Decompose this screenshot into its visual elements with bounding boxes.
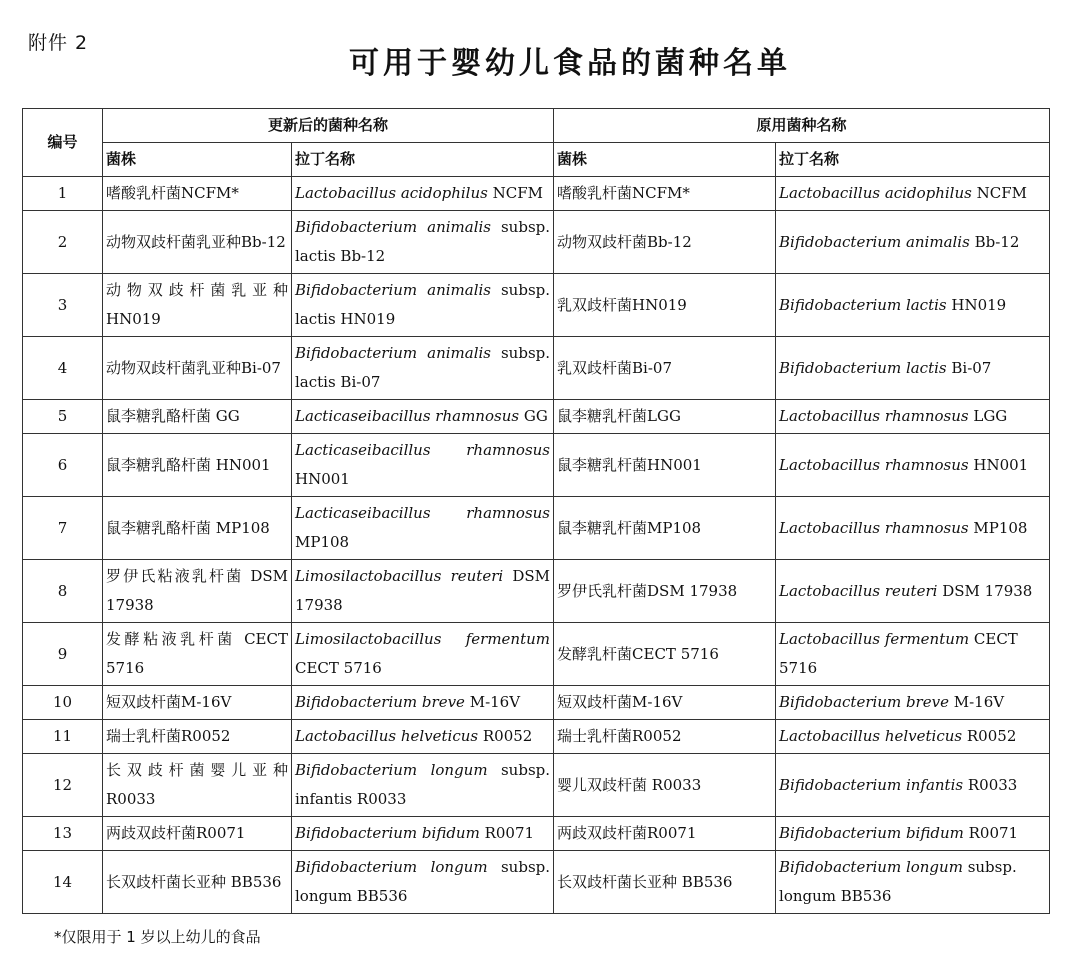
original-strain-cell: 罗伊氏乳杆菌DSM 17938 xyxy=(554,560,776,623)
row-number: 12 xyxy=(23,754,103,817)
original-latin-genus-species: Lactobacillus helveticus xyxy=(779,727,963,745)
original-latin-suffix: NCFM xyxy=(971,184,1027,202)
updated-strain-cell: 动物双歧杆菌乳亚种Bi-07 xyxy=(103,337,292,400)
original-strain-cell: 乳双歧杆菌HN019 xyxy=(554,274,776,337)
table-row xyxy=(23,400,1050,434)
table-row xyxy=(23,623,1050,686)
updated-latin-suffix: MP108 xyxy=(295,533,350,551)
row-number: 3 xyxy=(23,274,103,337)
row-number: 10 xyxy=(23,686,103,720)
updated-latin-genus-species: Lacticaseibacillus rhamnosus xyxy=(295,407,520,425)
updated-strain-cell: 长双歧杆菌长亚种 BB536 xyxy=(103,851,292,914)
updated-strain-cell: 发酵粘液乳杆菌 CECT 5716 xyxy=(103,623,292,686)
updated-latin-suffix: R0071 xyxy=(479,824,535,842)
updated-latin-cell xyxy=(292,686,554,720)
updated-latin-genus-species: Bifidobacterium longum xyxy=(295,761,488,779)
updated-latin-suffix: subsp. lactis Bi-07 xyxy=(295,344,551,391)
row-number: 2 xyxy=(23,211,103,274)
original-latin-suffix: subsp. longum BB536 xyxy=(779,858,1017,905)
table-row xyxy=(23,274,1050,337)
original-latin-genus-species: Bifidobacterium animalis xyxy=(779,232,970,251)
updated-latin-suffix: M-16V xyxy=(464,693,521,711)
original-strain-cell: 长双歧杆菌长亚种 BB536 xyxy=(554,851,776,914)
updated-latin-cell xyxy=(292,497,554,560)
header-original-strain: 菌株 xyxy=(554,143,776,177)
updated-latin-suffix: HN001 xyxy=(295,470,350,488)
updated-strain-cell: 短双歧杆菌M-16V xyxy=(103,686,292,720)
original-latin-genus-species: Lactobacillus rhamnosus xyxy=(779,518,969,537)
row-number: 6 xyxy=(23,434,103,497)
row-number: 13 xyxy=(23,817,103,851)
original-latin-cell xyxy=(776,686,1050,720)
original-latin-cell xyxy=(776,817,1050,851)
original-strain-cell: 乳双歧杆菌Bi-07 xyxy=(554,337,776,400)
row-number: 5 xyxy=(23,400,103,434)
updated-latin-cell xyxy=(292,560,554,623)
table-row xyxy=(23,560,1050,623)
updated-latin-suffix: R0052 xyxy=(478,727,533,745)
updated-latin-genus-species: Limosilactobacillus fermentum xyxy=(295,630,551,648)
header-row-group xyxy=(23,109,1050,143)
table-row xyxy=(23,211,1050,274)
updated-latin-genus-species: Lacticaseibacillus rhamnosus xyxy=(295,441,551,459)
header-updated-strain: 菌株 xyxy=(103,143,292,177)
table-row xyxy=(23,817,1050,851)
table-row xyxy=(23,434,1050,497)
original-latin-suffix: R0052 xyxy=(962,727,1017,745)
updated-latin-suffix: subsp. lactis Bb-12 xyxy=(295,218,551,265)
table-row xyxy=(23,337,1050,400)
table-body xyxy=(23,177,1050,914)
updated-latin-genus-species: Lacticaseibacillus rhamnosus xyxy=(295,504,551,522)
table-row xyxy=(23,177,1050,211)
row-number: 8 xyxy=(23,560,103,623)
updated-strain-cell: 鼠李糖乳酪杆菌 GG xyxy=(103,400,292,434)
original-latin-genus-species: Bifidobacterium longum xyxy=(779,858,963,876)
original-latin-suffix: HN019 xyxy=(946,295,1007,314)
table-row xyxy=(23,851,1050,914)
original-strain-cell: 两歧双歧杆菌R0071 xyxy=(554,817,776,851)
header-updated-group: 更新后的菌种名称 xyxy=(103,109,554,143)
updated-latin-suffix: subsp. infantis R0033 xyxy=(295,761,551,808)
original-latin-suffix: R0033 xyxy=(963,775,1018,794)
footnote: *仅限用于 1 岁以上幼儿的食品 xyxy=(54,928,261,946)
original-latin-suffix: LGG xyxy=(968,407,1008,425)
updated-latin-genus-species: Lactobacillus helveticus xyxy=(295,727,479,745)
original-latin-cell xyxy=(776,434,1050,497)
row-number: 1 xyxy=(23,177,103,211)
original-latin-cell xyxy=(776,274,1050,337)
original-latin-cell xyxy=(776,211,1050,274)
row-number: 9 xyxy=(23,623,103,686)
original-latin-suffix: Bb-12 xyxy=(969,232,1020,251)
original-latin-genus-species: Bifidobacterium lactis xyxy=(779,358,947,377)
updated-latin-cell xyxy=(292,623,554,686)
updated-latin-genus-species: Bifidobacterium animalis xyxy=(295,218,491,236)
original-strain-cell: 嗜酸乳杆菌NCFM* xyxy=(554,177,776,211)
original-latin-genus-species: Lactobacillus reuteri xyxy=(779,581,938,600)
updated-latin-suffix: GG xyxy=(519,407,548,425)
updated-latin-cell xyxy=(292,851,554,914)
original-strain-cell: 婴儿双歧杆菌 R0033 xyxy=(554,754,776,817)
original-latin-cell xyxy=(776,560,1050,623)
original-latin-suffix: R0071 xyxy=(963,824,1019,842)
updated-latin-suffix: NCFM xyxy=(487,184,543,202)
attachment-label: 附件 2 xyxy=(28,32,89,54)
original-strain-cell: 动物双歧杆菌Bb-12 xyxy=(554,211,776,274)
original-latin-cell xyxy=(776,337,1050,400)
updated-strain-cell: 嗜酸乳杆菌NCFM* xyxy=(103,177,292,211)
original-latin-suffix: HN001 xyxy=(968,455,1029,474)
header-updated-latin: 拉丁名称 xyxy=(292,143,554,177)
original-latin-genus-species: Bifidobacterium bifidum xyxy=(779,824,964,842)
original-latin-cell xyxy=(776,754,1050,817)
strain-table xyxy=(22,108,1050,914)
table-row xyxy=(23,686,1050,720)
original-latin-suffix: MP108 xyxy=(968,518,1028,537)
original-strain-cell: 鼠李糖乳杆菌HN001 xyxy=(554,434,776,497)
document-title: 可用于婴幼儿食品的菌种名单 xyxy=(349,46,791,81)
original-latin-genus-species: Bifidobacterium infantis xyxy=(779,775,964,794)
original-latin-genus-species: Lactobacillus fermentum xyxy=(779,630,970,648)
updated-strain-cell: 瑞士乳杆菌R0052 xyxy=(103,720,292,754)
updated-latin-cell xyxy=(292,720,554,754)
row-number: 14 xyxy=(23,851,103,914)
original-latin-suffix: Bi-07 xyxy=(946,358,992,377)
updated-latin-suffix: subsp. lactis HN019 xyxy=(295,281,551,328)
updated-latin-genus-species: Limosilactobacillus reuteri xyxy=(295,567,504,585)
original-latin-genus-species: Bifidobacterium breve xyxy=(779,693,949,711)
updated-strain-cell: 长双歧杆菌婴儿亚种R0033 xyxy=(103,754,292,817)
header-row-sub xyxy=(23,143,1050,177)
updated-latin-cell xyxy=(292,177,554,211)
original-strain-cell: 鼠李糖乳杆菌LGG xyxy=(554,400,776,434)
original-latin-cell xyxy=(776,623,1050,686)
updated-latin-genus-species: Bifidobacterium bifidum xyxy=(295,824,480,842)
row-number: 7 xyxy=(23,497,103,560)
header-original-group: 原用菌种名称 xyxy=(554,109,1050,143)
original-latin-suffix: CECT 5716 xyxy=(779,630,1018,677)
updated-latin-suffix: DSM 17938 xyxy=(295,567,551,614)
table-row xyxy=(23,754,1050,817)
original-latin-cell xyxy=(776,497,1050,560)
original-latin-genus-species: Lactobacillus rhamnosus xyxy=(779,407,969,425)
updated-latin-genus-species: Bifidobacterium longum xyxy=(295,858,488,876)
updated-strain-cell: 鼠李糖乳酪杆菌 MP108 xyxy=(103,497,292,560)
table-row xyxy=(23,497,1050,560)
updated-strain-cell: 动物双歧杆菌乳亚种HN019 xyxy=(103,274,292,337)
updated-strain-cell: 鼠李糖乳酪杆菌 HN001 xyxy=(103,434,292,497)
original-latin-genus-species: Lactobacillus rhamnosus xyxy=(779,455,969,474)
updated-latin-suffix: CECT 5716 xyxy=(295,659,382,677)
original-latin-genus-species: Bifidobacterium lactis xyxy=(779,295,947,314)
updated-strain-cell: 动物双歧杆菌乳亚种Bb-12 xyxy=(103,211,292,274)
table-row xyxy=(23,720,1050,754)
row-number: 4 xyxy=(23,337,103,400)
updated-latin-cell xyxy=(292,274,554,337)
original-strain-cell: 发酵乳杆菌CECT 5716 xyxy=(554,623,776,686)
updated-latin-cell xyxy=(292,400,554,434)
updated-strain-cell: 两歧双歧杆菌R0071 xyxy=(103,817,292,851)
original-latin-cell xyxy=(776,851,1050,914)
original-latin-cell xyxy=(776,720,1050,754)
updated-latin-genus-species: Lactobacillus acidophilus xyxy=(295,184,488,202)
original-latin-genus-species: Lactobacillus acidophilus xyxy=(779,184,972,202)
original-latin-suffix: M-16V xyxy=(948,693,1005,711)
updated-latin-genus-species: Bifidobacterium breve xyxy=(295,693,465,711)
updated-latin-cell xyxy=(292,211,554,274)
updated-latin-cell xyxy=(292,337,554,400)
updated-latin-genus-species: Bifidobacterium animalis xyxy=(295,281,491,299)
header-original-latin: 拉丁名称 xyxy=(776,143,1050,177)
updated-latin-genus-species: Bifidobacterium animalis xyxy=(295,344,491,362)
updated-strain-cell: 罗伊氏粘液乳杆菌 DSM 17938 xyxy=(103,560,292,623)
original-strain-cell: 短双歧杆菌M-16V xyxy=(554,686,776,720)
updated-latin-cell xyxy=(292,817,554,851)
updated-latin-suffix: subsp. longum BB536 xyxy=(295,858,551,905)
original-strain-cell: 瑞士乳杆菌R0052 xyxy=(554,720,776,754)
updated-latin-cell xyxy=(292,754,554,817)
original-latin-suffix: DSM 17938 xyxy=(937,581,1033,600)
original-latin-cell xyxy=(776,400,1050,434)
row-number: 11 xyxy=(23,720,103,754)
header-number: 编号 xyxy=(23,109,103,177)
original-strain-cell: 鼠李糖乳杆菌MP108 xyxy=(554,497,776,560)
updated-latin-cell xyxy=(292,434,554,497)
original-latin-cell xyxy=(776,177,1050,211)
